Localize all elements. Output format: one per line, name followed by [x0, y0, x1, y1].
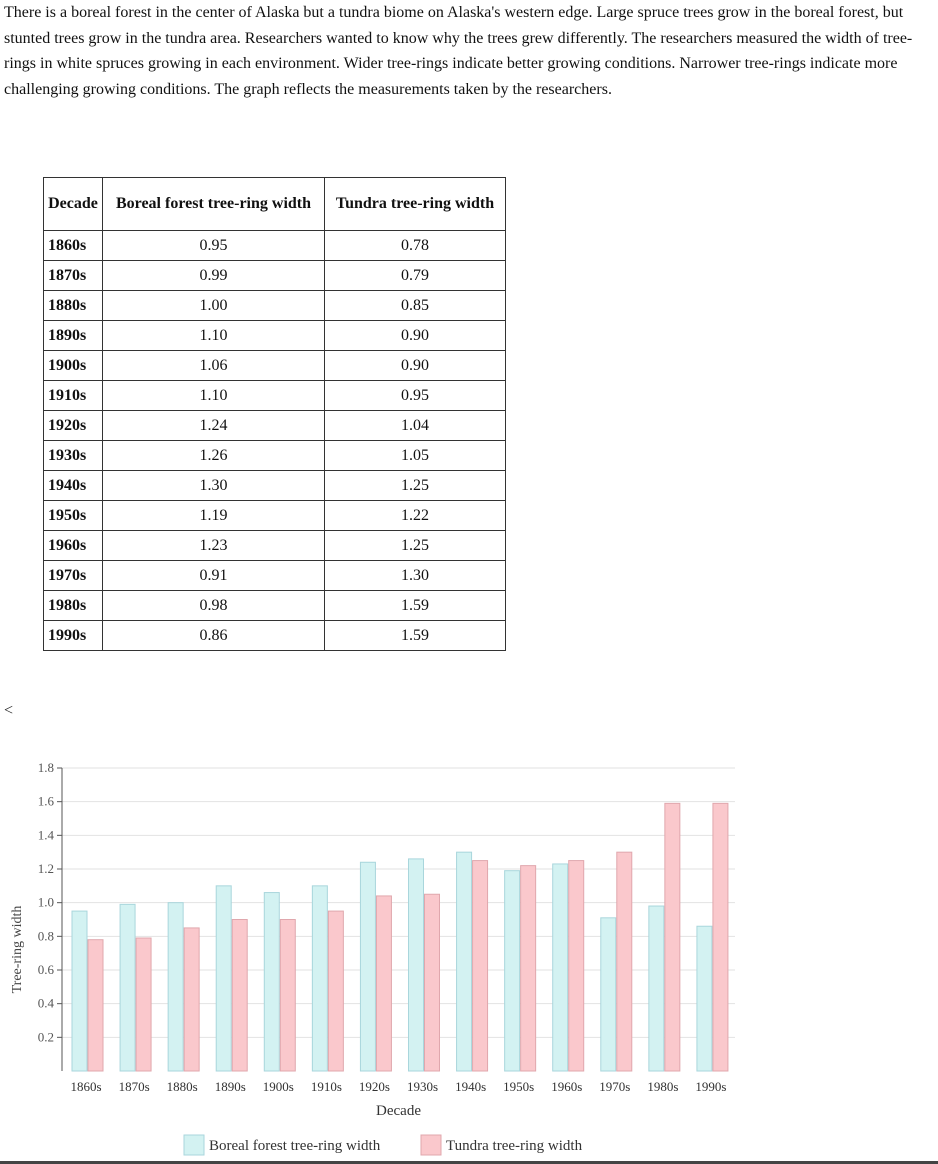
cell-tundra: 1.59 — [325, 591, 506, 621]
cell-decade: 1870s — [44, 261, 103, 291]
table-row — [44, 321, 506, 351]
boreal-bar-1920s — [360, 862, 375, 1071]
x-tick-label: 1970s — [599, 1079, 631, 1094]
y-tick-label: 1.2 — [37, 861, 54, 876]
tundra-bar-1930s — [425, 894, 440, 1071]
cell-tundra: 1.25 — [325, 531, 506, 561]
table-header-row — [44, 178, 506, 231]
cell-tundra: 1.22 — [325, 501, 506, 531]
x-tick-label: 1880s — [166, 1079, 198, 1094]
legend-swatch-boreal — [184, 1135, 204, 1155]
tundra-bar-1880s — [184, 928, 199, 1071]
table-row — [44, 441, 506, 471]
y-tick-label: 1.0 — [37, 894, 54, 910]
x-tick-label: 1860s — [70, 1079, 102, 1094]
cell-tundra: 0.85 — [325, 291, 506, 321]
table-row — [44, 261, 506, 291]
tundra-bar-1860s — [88, 940, 103, 1071]
cell-tundra: 1.25 — [325, 471, 506, 501]
boreal-bar-1990s — [697, 926, 712, 1071]
cell-tundra: 1.05 — [325, 441, 506, 471]
y-axis-title: Tree-ring width — [10, 905, 25, 994]
cell-boreal: 1.23 — [103, 531, 325, 561]
boreal-bar-1950s — [505, 871, 520, 1071]
x-tick-label: 1950s — [503, 1079, 535, 1094]
table-row — [44, 591, 506, 621]
cell-decade: 1900s — [44, 351, 103, 381]
cell-decade: 1960s — [44, 531, 103, 561]
boreal-bar-1900s — [264, 893, 279, 1071]
cell-boreal: 0.98 — [103, 591, 325, 621]
tundra-bar-1910s — [328, 911, 343, 1071]
cell-boreal: 0.91 — [103, 561, 325, 591]
cell-boreal: 1.10 — [103, 381, 325, 411]
x-tick-label: 1910s — [310, 1079, 342, 1094]
tundra-bar-1900s — [280, 920, 295, 1072]
y-tick-label: 1.4 — [37, 827, 54, 843]
tundra-bar-1920s — [376, 896, 391, 1071]
tundra-bar-1970s — [617, 852, 632, 1071]
cell-boreal: 1.19 — [103, 501, 325, 531]
cell-tundra: 0.79 — [325, 261, 506, 291]
table-row — [44, 231, 506, 261]
cell-decade: 1970s — [44, 561, 103, 591]
x-tick-label: 1870s — [118, 1079, 150, 1094]
legend-swatch-tundra — [421, 1135, 441, 1155]
table-row — [44, 291, 506, 321]
cell-decade: 1930s — [44, 441, 103, 471]
y-tick-label: 1.8 — [37, 760, 54, 775]
cell-boreal: 0.86 — [103, 621, 325, 651]
tree-ring-bar-chart — [0, 740, 938, 1160]
cell-boreal: 1.00 — [103, 291, 325, 321]
table-row — [44, 351, 506, 381]
tundra-bar-1870s — [136, 938, 151, 1071]
tundra-bar-1940s — [473, 861, 488, 1071]
y-tick-label: 0.2 — [37, 1029, 54, 1045]
boreal-bar-1930s — [409, 859, 424, 1071]
cell-decade: 1910s — [44, 381, 103, 411]
cell-decade: 1980s — [44, 591, 103, 621]
cell-tundra: 0.78 — [325, 231, 506, 261]
cell-tundra: 1.30 — [325, 561, 506, 591]
tundra-bar-1960s — [569, 861, 584, 1071]
x-tick-label: 1940s — [455, 1079, 487, 1094]
table-row — [44, 381, 506, 411]
boreal-bar-1880s — [168, 903, 183, 1071]
x-tick-label: 1890s — [214, 1079, 246, 1094]
cell-boreal: 1.30 — [103, 471, 325, 501]
tundra-bar-1950s — [521, 866, 536, 1071]
back-arrow-icon[interactable]: < — [4, 702, 14, 719]
boreal-bar-1970s — [601, 918, 616, 1071]
boreal-bar-1940s — [457, 852, 472, 1071]
cell-decade: 1940s — [44, 471, 103, 501]
cell-tundra: 1.04 — [325, 411, 506, 441]
x-tick-label: 1930s — [407, 1079, 439, 1094]
boreal-bar-1890s — [216, 886, 231, 1071]
boreal-bar-1910s — [312, 886, 327, 1071]
cell-tundra: 1.59 — [325, 621, 506, 651]
boreal-bar-1870s — [120, 904, 135, 1071]
x-tick-label: 1960s — [551, 1079, 583, 1094]
cell-boreal: 1.24 — [103, 411, 325, 441]
table-row — [44, 561, 506, 591]
boreal-bar-1980s — [649, 906, 664, 1071]
y-tick-label: 0.4 — [37, 995, 54, 1011]
cell-boreal: 1.26 — [103, 441, 325, 471]
tundra-bar-1980s — [665, 803, 680, 1071]
cell-decade: 1990s — [44, 621, 103, 651]
table-row — [44, 471, 506, 501]
legend-label-tundra: Tundra tree-ring width — [446, 1138, 583, 1154]
header-boreal: Boreal forest tree-ring width — [103, 178, 325, 231]
x-tick-label: 1990s — [695, 1079, 727, 1094]
tundra-bar-1990s — [713, 803, 728, 1071]
tree-ring-table — [43, 177, 506, 651]
header-decade: Decade — [44, 178, 103, 231]
table-row — [44, 531, 506, 561]
boreal-bar-1860s — [72, 911, 87, 1071]
cell-tundra: 0.90 — [325, 351, 506, 381]
cell-decade: 1950s — [44, 501, 103, 531]
x-tick-label: 1980s — [647, 1079, 679, 1094]
cell-decade: 1860s — [44, 231, 103, 261]
cell-tundra: 0.95 — [325, 381, 506, 411]
intro-paragraph: There is a boreal forest in the center of Alaska but a tundra biome on Alaska's western edge. Large spruce trees grow in the boreal forest, but stunted trees grow in the tundra area. Researchers wanted to know why the trees grew differently. The researchers measured the width of tree-rings in white spruces growing in each environment. Wider tree-rings indicate better growing conditions. Narrower tree-rings indicate more challenging growing conditions. The graph reflects the measurements taken by the researchers. — [4, 4, 913, 98]
y-tick-label: 0.6 — [37, 962, 54, 977]
x-tick-label: 1920s — [358, 1079, 390, 1094]
table-row — [44, 621, 506, 651]
cell-boreal: 0.95 — [103, 231, 325, 261]
cell-boreal: 1.10 — [103, 321, 325, 351]
y-tick-label: 0.8 — [37, 928, 54, 944]
table-row — [44, 501, 506, 531]
cell-boreal: 1.06 — [103, 351, 325, 381]
header-tundra: Tundra tree-ring width — [325, 178, 506, 231]
boreal-bar-1960s — [553, 864, 568, 1071]
tundra-bar-1890s — [232, 920, 247, 1072]
cell-decade: 1920s — [44, 411, 103, 441]
cell-decade: 1880s — [44, 291, 103, 321]
legend-label-boreal: Boreal forest tree-ring width — [209, 1138, 381, 1154]
y-tick-label: 1.6 — [37, 793, 54, 809]
cell-boreal: 0.99 — [103, 261, 325, 291]
cell-tundra: 0.90 — [325, 321, 506, 351]
x-tick-label: 1900s — [262, 1079, 294, 1094]
table-row — [44, 411, 506, 441]
x-axis-title: Decade — [376, 1103, 421, 1119]
cell-decade: 1890s — [44, 321, 103, 351]
